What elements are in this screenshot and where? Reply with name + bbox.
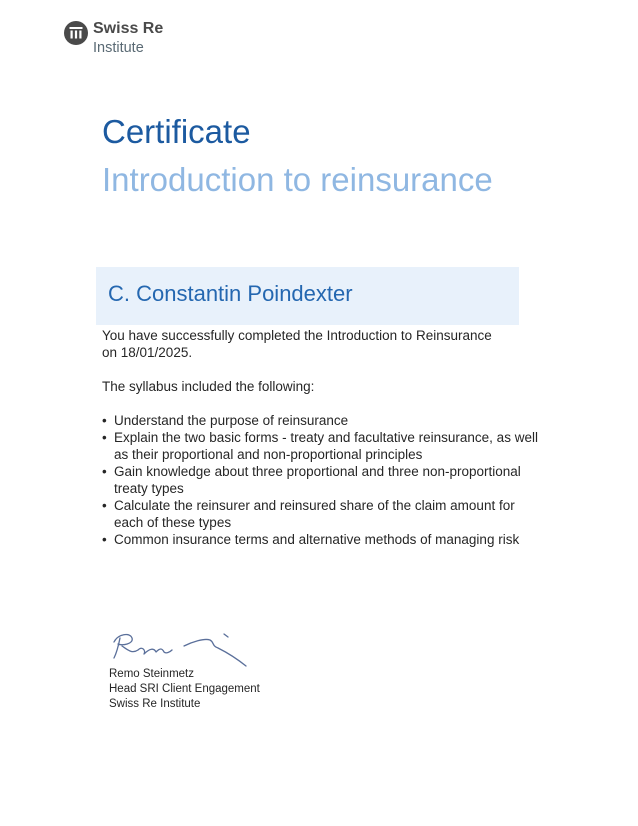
syllabus-item: • Common insurance terms and alternative methods of managing risk [102,531,542,548]
recipient-band [96,267,519,325]
signatory-name: Remo Steinmetz [109,668,195,680]
signatory-role: Head SRI Client Engagement [109,683,260,695]
recipient-name: C. Constantin Poindexter [108,281,353,306]
syllabus-item: • Gain knowledge about three proportional and three non-proportional treaty types [102,463,542,497]
signatory-organization: Swiss Re Institute [109,698,201,710]
swiss-re-pillars-icon [64,21,88,45]
syllabus-intro: The syllabus included the following: [102,379,315,394]
syllabus-item: • Calculate the reinsurer and reinsured share of the claim amount for each of these types [102,497,542,531]
swiss-re-institute-logo [64,16,204,60]
syllabus-item: • Explain the two basic forms - treaty and facultative reinsurance, as well as their proportional and non-proportional principles [102,429,542,463]
syllabus-list [102,412,542,548]
handwritten-signature [108,628,258,672]
completion-line-2: on 18/01/2025. [102,345,193,360]
course-title: Introduction to reinsurance [102,161,493,198]
logo-subtitle-text: Institute [93,40,144,56]
certificate-body [102,327,542,548]
completion-statement [102,327,542,361]
logo-brand-text: Swiss Re [93,20,164,37]
completion-line-1: You have successfully completed the Introduction to Reinsurance [102,328,492,343]
syllabus-item: • Understand the purpose of reinsurance [102,412,542,429]
certificate-title: Certificate [102,113,251,150]
signatory-block [109,667,260,712]
